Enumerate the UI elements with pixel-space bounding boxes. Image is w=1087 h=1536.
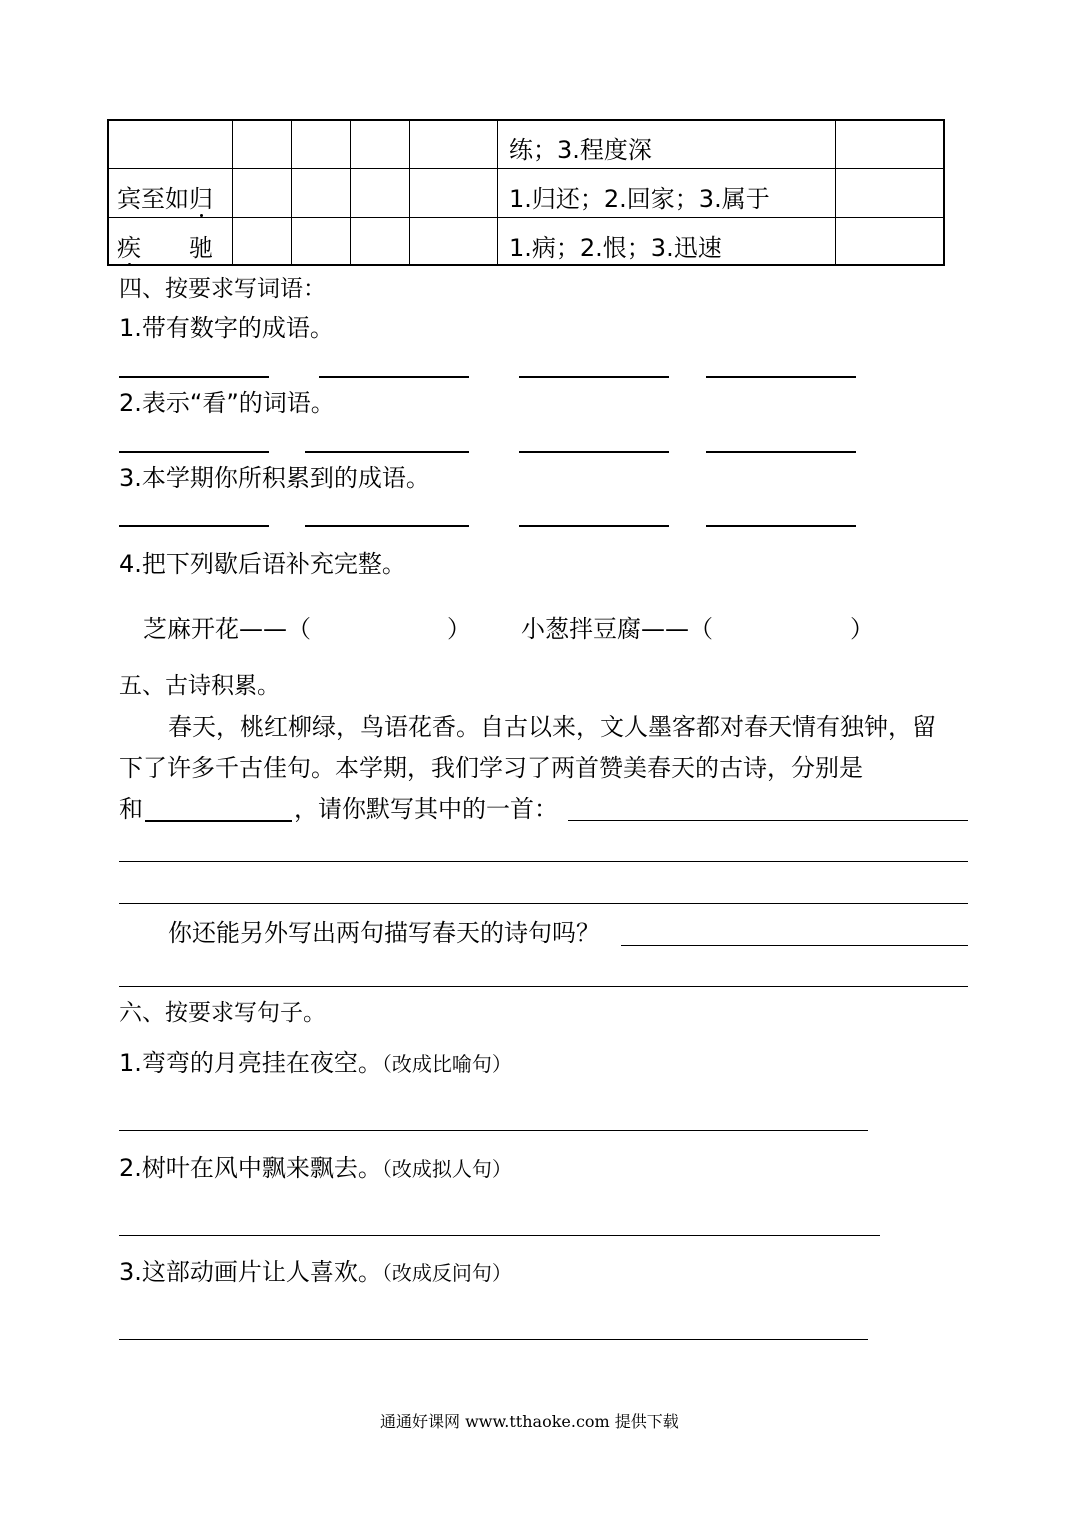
table-column-divider (497, 121, 498, 264)
emphasis-dot-char: 归 (189, 185, 213, 213)
answer-line[interactable] (119, 903, 968, 904)
xiehouyu-1: 芝麻开花——（ (143, 615, 311, 643)
answer-blank[interactable] (519, 525, 669, 527)
answer-line[interactable] (119, 1339, 868, 1340)
answer-blank[interactable] (706, 451, 856, 453)
question-3: 3.本学期你所积累到的成语。 (119, 464, 430, 492)
poem-paragraph-line: 下了许多千古佳句。本学期，我们学习了两首赞美春天的古诗，分别是 (119, 754, 863, 782)
section4-heading: 四、按要求写词语： (119, 276, 326, 302)
answer-blank[interactable] (519, 376, 669, 378)
table-row-word: 疾 驰 (117, 234, 213, 262)
xiehouyu-2: 小葱拌豆腐——（ (521, 615, 713, 643)
poem-paragraph-line: 春天，桃红柳绿，鸟语花香。自古以来，文人墨客都对春天情有独钟，留 (168, 713, 936, 741)
close-paren: ） (447, 615, 471, 643)
table-column-divider (232, 121, 233, 264)
question-2: 2.表示“看”的词语。 (119, 389, 335, 417)
table-column-divider (350, 121, 351, 264)
table-row-meanings: 练；3.程度深 (509, 136, 652, 164)
table-row-meanings: 1.病；2.恨；3.迅速 (509, 234, 722, 262)
answer-line[interactable] (621, 945, 968, 946)
section5-heading: 五、古诗积累。 (119, 673, 280, 699)
table-column-divider (291, 121, 292, 264)
answer-line[interactable] (119, 986, 968, 987)
poem-line-mid: ，请你默写其中的一首： (294, 795, 558, 823)
table-column-divider (409, 121, 410, 264)
table-row-divider (109, 217, 943, 218)
sentence-question: 2.树叶在风中飘来飘去。（改成拟人句） (119, 1154, 512, 1182)
question-1: 1.带有数字的成语。 (119, 314, 334, 342)
answer-blank[interactable] (305, 451, 469, 453)
section6-heading: 六、按要求写句子。 (119, 1000, 326, 1026)
poem-line-prefix: 和 (119, 795, 143, 823)
table-row-meanings: 1.归还；2.回家；3.属于 (509, 185, 770, 213)
table-row-divider (109, 168, 943, 169)
extra-poem-question: 你还能另外写出两句描写春天的诗句吗？ (168, 919, 600, 947)
answer-blank[interactable] (319, 376, 469, 378)
answer-blank[interactable] (519, 451, 669, 453)
answer-blank[interactable] (119, 376, 269, 378)
table-column-divider (835, 121, 836, 264)
table-row-word: 宾至如归 (117, 185, 213, 213)
emphasis-dot-char: 疾 (117, 234, 141, 262)
answer-blank[interactable] (119, 525, 269, 527)
answer-line[interactable] (568, 820, 968, 821)
word-meaning-table (107, 119, 945, 266)
answer-blank[interactable] (706, 525, 856, 527)
question-4: 4.把下列歇后语补充完整。 (119, 550, 406, 578)
answer-blank[interactable] (706, 376, 856, 378)
answer-blank[interactable] (119, 451, 269, 453)
sentence-question: 1.弯弯的月亮挂在夜空。（改成比喻句） (119, 1049, 512, 1077)
answer-line[interactable] (119, 1130, 868, 1131)
close-paren: ） (850, 615, 874, 643)
answer-blank[interactable] (145, 820, 292, 822)
sentence-question: 3.这部动画片让人喜欢。（改成反问句） (119, 1258, 512, 1286)
answer-line[interactable] (119, 1235, 880, 1236)
answer-blank[interactable] (305, 525, 469, 527)
page-footer: 通通好课网 www.tthaoke.com 提供下载 (380, 1412, 679, 1431)
answer-line[interactable] (119, 861, 968, 862)
